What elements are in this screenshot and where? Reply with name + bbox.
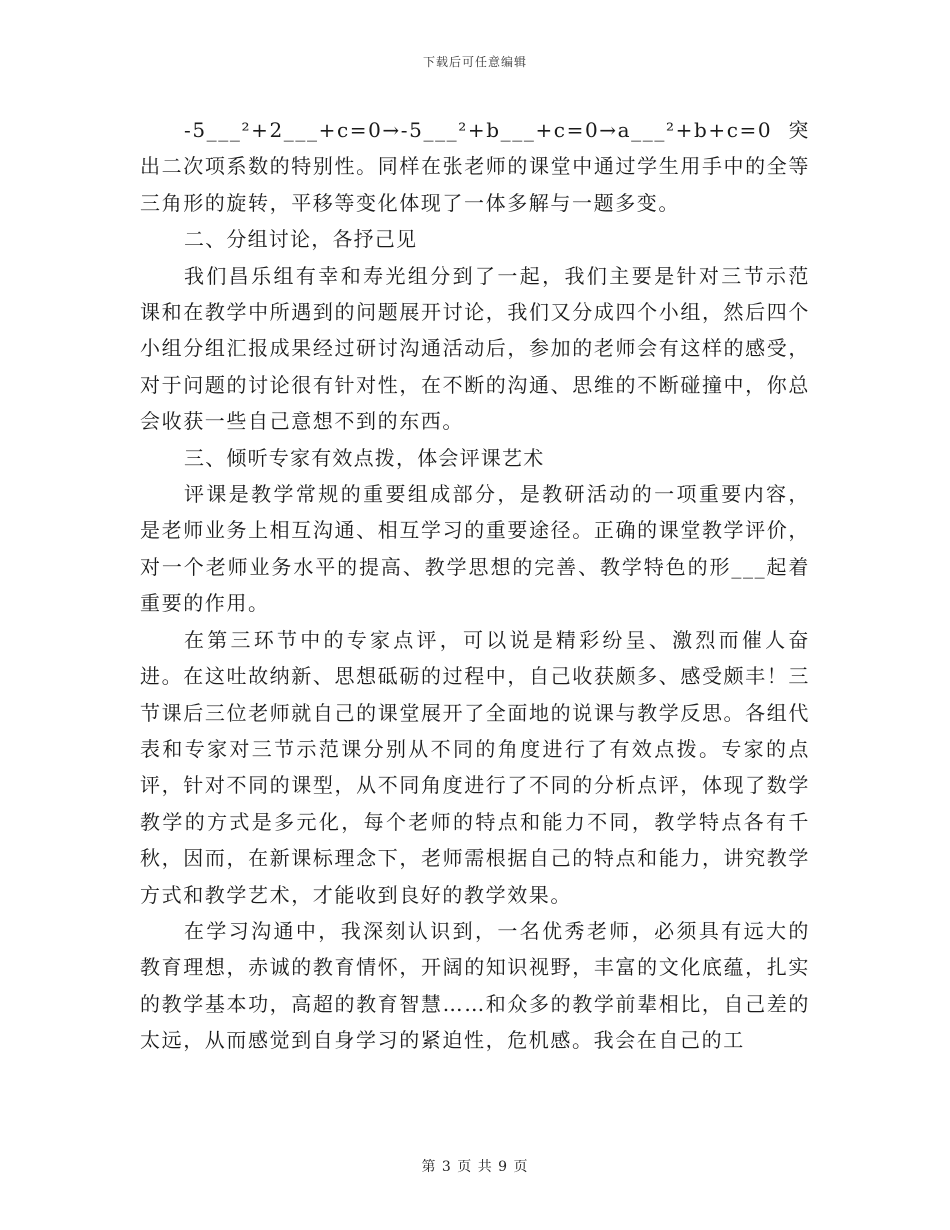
page-header: 下载后可任意编辑 [422, 55, 527, 69]
paragraph-lesson-evaluation: 评课是教学常规的重要组成部分，是教研活动的一项重要内容，是老师业务上相互沟通、相互学习的重要途径。正确的课堂教学评价，对一个老师业务水平的提高、教学思想的完善、教学特色的形___起着重要的作用。 [140, 482, 810, 616]
paragraph-group-discussion: 我们昌乐组有幸和寿光组分到了一起，我们主要是针对三节示范课和在教学中所遇到的问题展开讨论，我们又分成四个小组，然后四个小组分组汇报成果经过研讨沟通活动后，参加的老师会有这样的感受，对于问题的讨论很有针对性，在不断的沟通、思维的不断碰撞中，你总会收获一些自己意想不到的东西。 [140, 263, 810, 434]
section-heading-group-discussion: 二、分组讨论，各抒己见 [184, 227, 418, 252]
paragraph-equation-summary: -5___²+2___+c=0→-5___²+b___+c=0→a___²+b+c=0突出二次项系数的特别性。同样在张老师的课堂中通过学生用手中的全等三角形的旋转，平移等变化体现了一体多解与一题多变。 [140, 118, 810, 215]
document-body [140, 112, 810, 1059]
section-heading-expert-guidance: 三、倾听专家有效点拨，体会评课艺术 [184, 445, 545, 470]
paragraph-expert-review: 在第三环节中的专家点评，可以说是精彩纷呈、激烈而催人奋进。在这吐故纳新、思想砥砺的过程中，自己收获颇多、感受颇丰！三节课后三位老师就自己的课堂展开了全面地的说课与教学反思。各组代表和专家对三节示范课分别从不同的角度进行了有效点拨。专家的点评，针对不同的课型，从不同角度进行了不同的分析点评，体现了数学教学的方式是多元化，每个老师的特点和能力不同，教学特点各有千秋，因而，在新课标理念下，老师需根据自己的特点和能力，讲究教学方式和教学艺术，才能收到良好的教学效果。 [140, 627, 810, 907]
paragraph-learning-reflection: 在学习沟通中，我深刻认识到，一名优秀老师，必须具有远大的教育理想，赤诚的教育情怀，开阔的知识视野，丰富的文化底蕴，扎实的教学基本功，高超的教育智慧……和众多的教学前辈相比，自己差的太远，从而感觉到自身学习的紧迫性，危机感。我会在自己的工 [140, 918, 810, 1053]
page-footer: 第 3 页 共 9 页 [421, 1159, 529, 1175]
